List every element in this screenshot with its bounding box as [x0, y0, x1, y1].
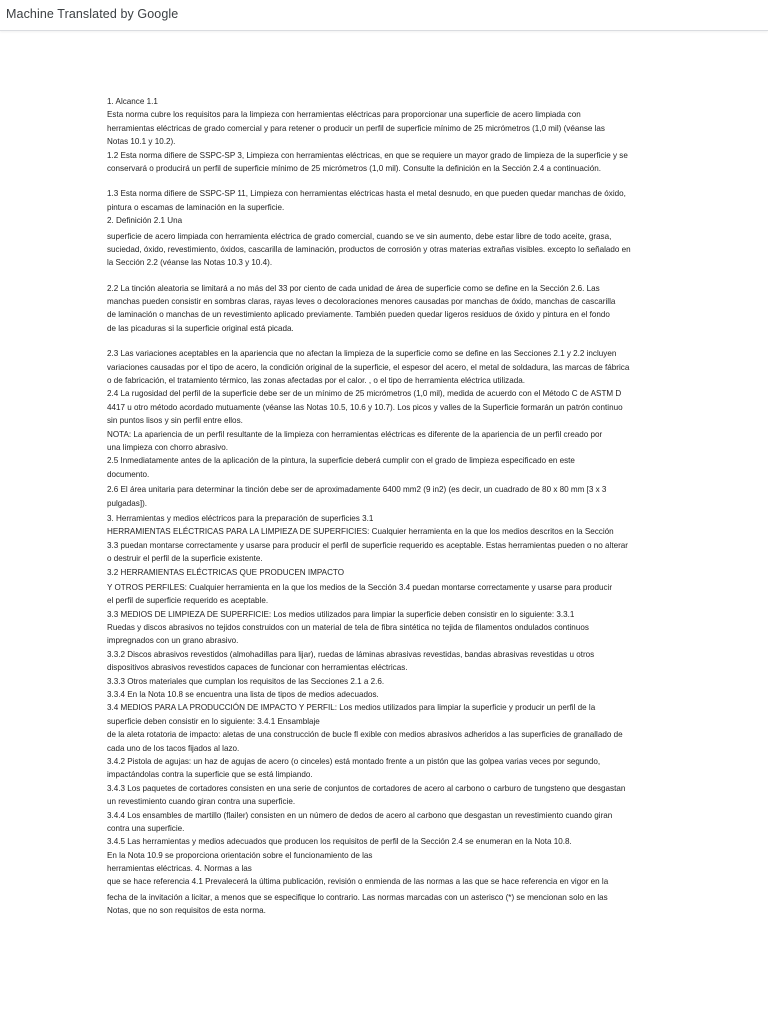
doc-line: 1.2 Esta norma difiere de SSPC-SP 3, Limpieza con herramientas eléctricas, en que se requiere un mayor grado de limpieza de la superficie y se — [107, 150, 628, 160]
doc-line: 3. Herramientas y medios eléctricos para la preparación de superficies 3.1 — [107, 513, 374, 523]
doc-line: Esta norma cubre los requisitos para la limpieza con herramientas eléctricas para proporcionar una superficie de acero limpiada con — [107, 110, 581, 120]
doc-line: sin puntos lisos y sin perfil entre ellos. — [107, 416, 243, 426]
doc-line: documento. — [107, 469, 150, 479]
doc-line: 1. Alcance 1.1 — [107, 97, 158, 106]
doc-line: HERRAMIENTAS ELÉCTRICAS PARA LA LIMPIEZA DE SUPERFICIES: Cualquier herramienta en la que los medios descritos en la Sección — [107, 527, 614, 537]
doc-line: 2.3 Las variaciones aceptables en la apariencia que no afectan la limpieza de la superficie como se define en las Secciones 2.1 y 2.2 incluyen — [107, 349, 617, 359]
doc-line: 3.4.5 Las herramientas y medios adecuados que producen los requisitos de perfil de la Sección 2.4 se enumeran en la Nota 10.8. — [107, 837, 572, 847]
doc-line: Y OTROS PERFILES: Cualquier herramienta en la que los medios de la Sección 3.4 puedan montarse correctamente y usarse para producir — [107, 582, 613, 592]
doc-line: superficie deben consistir en lo siguiente: 3.4.1 Ensamblaje — [107, 716, 320, 726]
doc-line: el perfil de superficie requerido es aceptable. — [107, 596, 269, 606]
doc-line: una limpieza con chorro abrasivo. — [107, 442, 229, 452]
doc-line: herramientas eléctricas. 4. Normas a las — [107, 864, 252, 874]
doc-line: En la Nota 10.9 se proporciona orientación sobre el funcionamiento de las — [107, 850, 373, 860]
doc-line: contra una superficie. — [107, 823, 185, 833]
doc-line: la Sección 2.2 (véanse las Notas 10.3 y 10.4). — [107, 258, 273, 268]
doc-line: 3.2 HERRAMIENTAS ELÉCTRICAS QUE PRODUCEN IMPACTO — [107, 567, 345, 577]
doc-line: o de fabricación, el tratamiento térmico, las zonas afectadas por el calor. , o el tipo de herramienta eléctrica utilizada. — [107, 376, 525, 386]
doc-line: 2. Definición 2.1 Una — [107, 216, 183, 226]
doc-line: 3.4.4 Los ensambles de martillo (flailer) consisten en un número de dedos de acero al carbono que desgastan un revestimiento cuando giran — [107, 810, 613, 820]
doc-line: Ruedas y discos abrasivos no tejidos construidos con un material de tela de fibra sintética no tejida de filamentos ondulados continuos — [107, 623, 589, 633]
doc-line: manchas pueden consistir en sombras claras, rayas leves o decoloraciones menores causadas por manchas de óxido, manchas de cascarilla — [107, 297, 616, 307]
doc-line: variaciones causadas por el tipo de acero, la condición original de la superficie, el espesor del acero, el metal de soldadura, las marcas de fábrica — [107, 362, 630, 372]
doc-line: pulgadas]). — [107, 498, 148, 508]
doc-line: 4417 u otro método acordado mutuamente (véanse las Notas 10.5, 10.6 y 10.7). Los picos y valles de la Superficie formarán un patrón continuo — [107, 402, 623, 412]
doc-line: dispositivos abrasivos revestidos capaces de funcionar con herramientas eléctricas. — [107, 663, 408, 673]
machine-translation-header — [0, 0, 768, 31]
doc-line: 2.2 La tinción aleatoria se limitará a no más del 33 por ciento de cada unidad de área de superficie como se define en la Sección 2.6. Las — [107, 283, 600, 293]
doc-line: 2.6 El área unitaria para determinar la tinción debe ser de aproximadamente 6400 mm2 (9 in2) (es decir, un cuadrado de 80 x 80 mm [3 x 3 — [107, 485, 607, 495]
doc-line: NOTA: La apariencia de un perfil resultante de la limpieza con herramientas eléctricas es diferente de la apariencia de un perfil creado por — [107, 429, 603, 439]
doc-line: 3.3.4 En la Nota 10.8 se encuentra una lista de tipos de medios adecuados. — [107, 690, 379, 700]
doc-line: 3.3 MEDIOS DE LIMPIEZA DE SUPERFICIE: Los medios utilizados para limpiar la superficie deben consistir en lo siguiente: 3.3.1 — [107, 609, 575, 619]
doc-line: un revestimiento cuando giran contra una superficie. — [107, 797, 296, 807]
doc-line: que se hace referencia 4.1 Prevalecerá la última publicación, revisión o enmienda de las normas a las que se hace referencia en vigor en la — [107, 877, 609, 887]
doc-line: 2.4 La rugosidad del perfil de la superficie debe ser de un mínimo de 25 micrómetros (1,0 mil), medida de acuerdo con el Método C de ASTM D — [107, 389, 622, 399]
doc-line: fecha de la invitación a licitar, a menos que se especifique lo contrario. Las normas marcadas con un asterisco (*) se mencionan solo en las — [107, 892, 608, 902]
doc-line: Notas, que no son requisitos de esta norma. — [107, 906, 266, 916]
machine-translation-label: Machine Translated by Google — [6, 7, 179, 21]
doc-line: 3.3.2 Discos abrasivos revestidos (almohadillas para lijar), ruedas de láminas abrasivas revestidas, bandas abrasivas revestidas u otros — [107, 649, 595, 659]
doc-line: pintura o escamas de laminación en la superficie. — [107, 202, 285, 212]
doc-line: impregnados con un grano abrasivo. — [107, 636, 239, 646]
doc-line: 2.5 Inmediatamente antes de la aplicación de la pintura, la superficie deberá cumplir con el grado de limpieza especificado en este — [107, 456, 575, 466]
document-body — [107, 95, 659, 931]
doc-line: impactándolas contra la superficie que se está limpiando. — [107, 770, 313, 780]
doc-line: 3.3 puedan montarse correctamente y usarse para producir el perfil de superficie requerido es aceptable. Estas herramientas pueden o no alterar — [107, 540, 628, 550]
doc-line: superficie de acero limpiada con herramienta eléctrica de grado comercial, cuando se ve sin aumento, debe estar libre de todo aceite, grasa, — [107, 231, 612, 241]
doc-line: 3.4.3 Los paquetes de cortadores consisten en una serie de conjuntos de cortadores de acero al carbono o carburo de tungsteno que desgastan — [107, 783, 626, 793]
doc-line: 3.4.2 Pistola de agujas: un haz de agujas de acero (o cinceles) está montado frente a un pistón que las golpea varias veces por segundo, — [107, 756, 601, 766]
doc-line — [107, 918, 659, 931]
doc-line: cada uno de los tacos fijados al lazo. — [107, 743, 240, 753]
doc-line: Notas 10.1 y 10.2). — [107, 137, 176, 147]
doc-line: de la aleta rotatoria de impacto: aletas de una construcción de bucle fl exible con medios abrasivos adheridos a las superficies de granallado de — [107, 730, 623, 740]
doc-line: 3.3.3 Otros materiales que cumplan los requisitos de las Secciones 2.1 a 2.6. — [107, 676, 385, 686]
doc-line: conservará o producirá un perfil de superficie mínimo de 25 micrómetros (1,0 mil). Consulte la definición en la Sección 2.4 a continuación. — [107, 163, 601, 173]
doc-line: 3.4 MEDIOS PARA LA PRODUCCIÓN DE IMPACTO Y PERFIL: Los medios utilizados para limpiar la superficie y producir un perfil de la — [107, 703, 596, 713]
doc-line: 1.3 Esta norma difiere de SSPC-SP 11, Limpieza con herramientas eléctricas hasta el metal desnudo, en que pueden quedar manchas de óxido, — [107, 189, 626, 199]
doc-line: herramientas eléctricas de grado comercial y para retener o producir un perfil de superficie mínimo de 25 micrómetros (1,0 mil) (véanse las — [107, 123, 605, 133]
doc-line: de laminación o manchas de un revestimiento aplicado previamente. También pueden quedar ligeros residuos de óxido y pintura en el fondo — [107, 310, 610, 320]
doc-line: o destruir el perfil de la superficie existente. — [107, 554, 263, 564]
doc-line: de las picaduras si la superficie original está picada. — [107, 323, 294, 333]
doc-line: suciedad, óxido, revestimiento, óxidos, cascarilla de laminación, productos de corrosión y otras materias extrañas visibles. excepto lo señalado en — [107, 244, 631, 254]
